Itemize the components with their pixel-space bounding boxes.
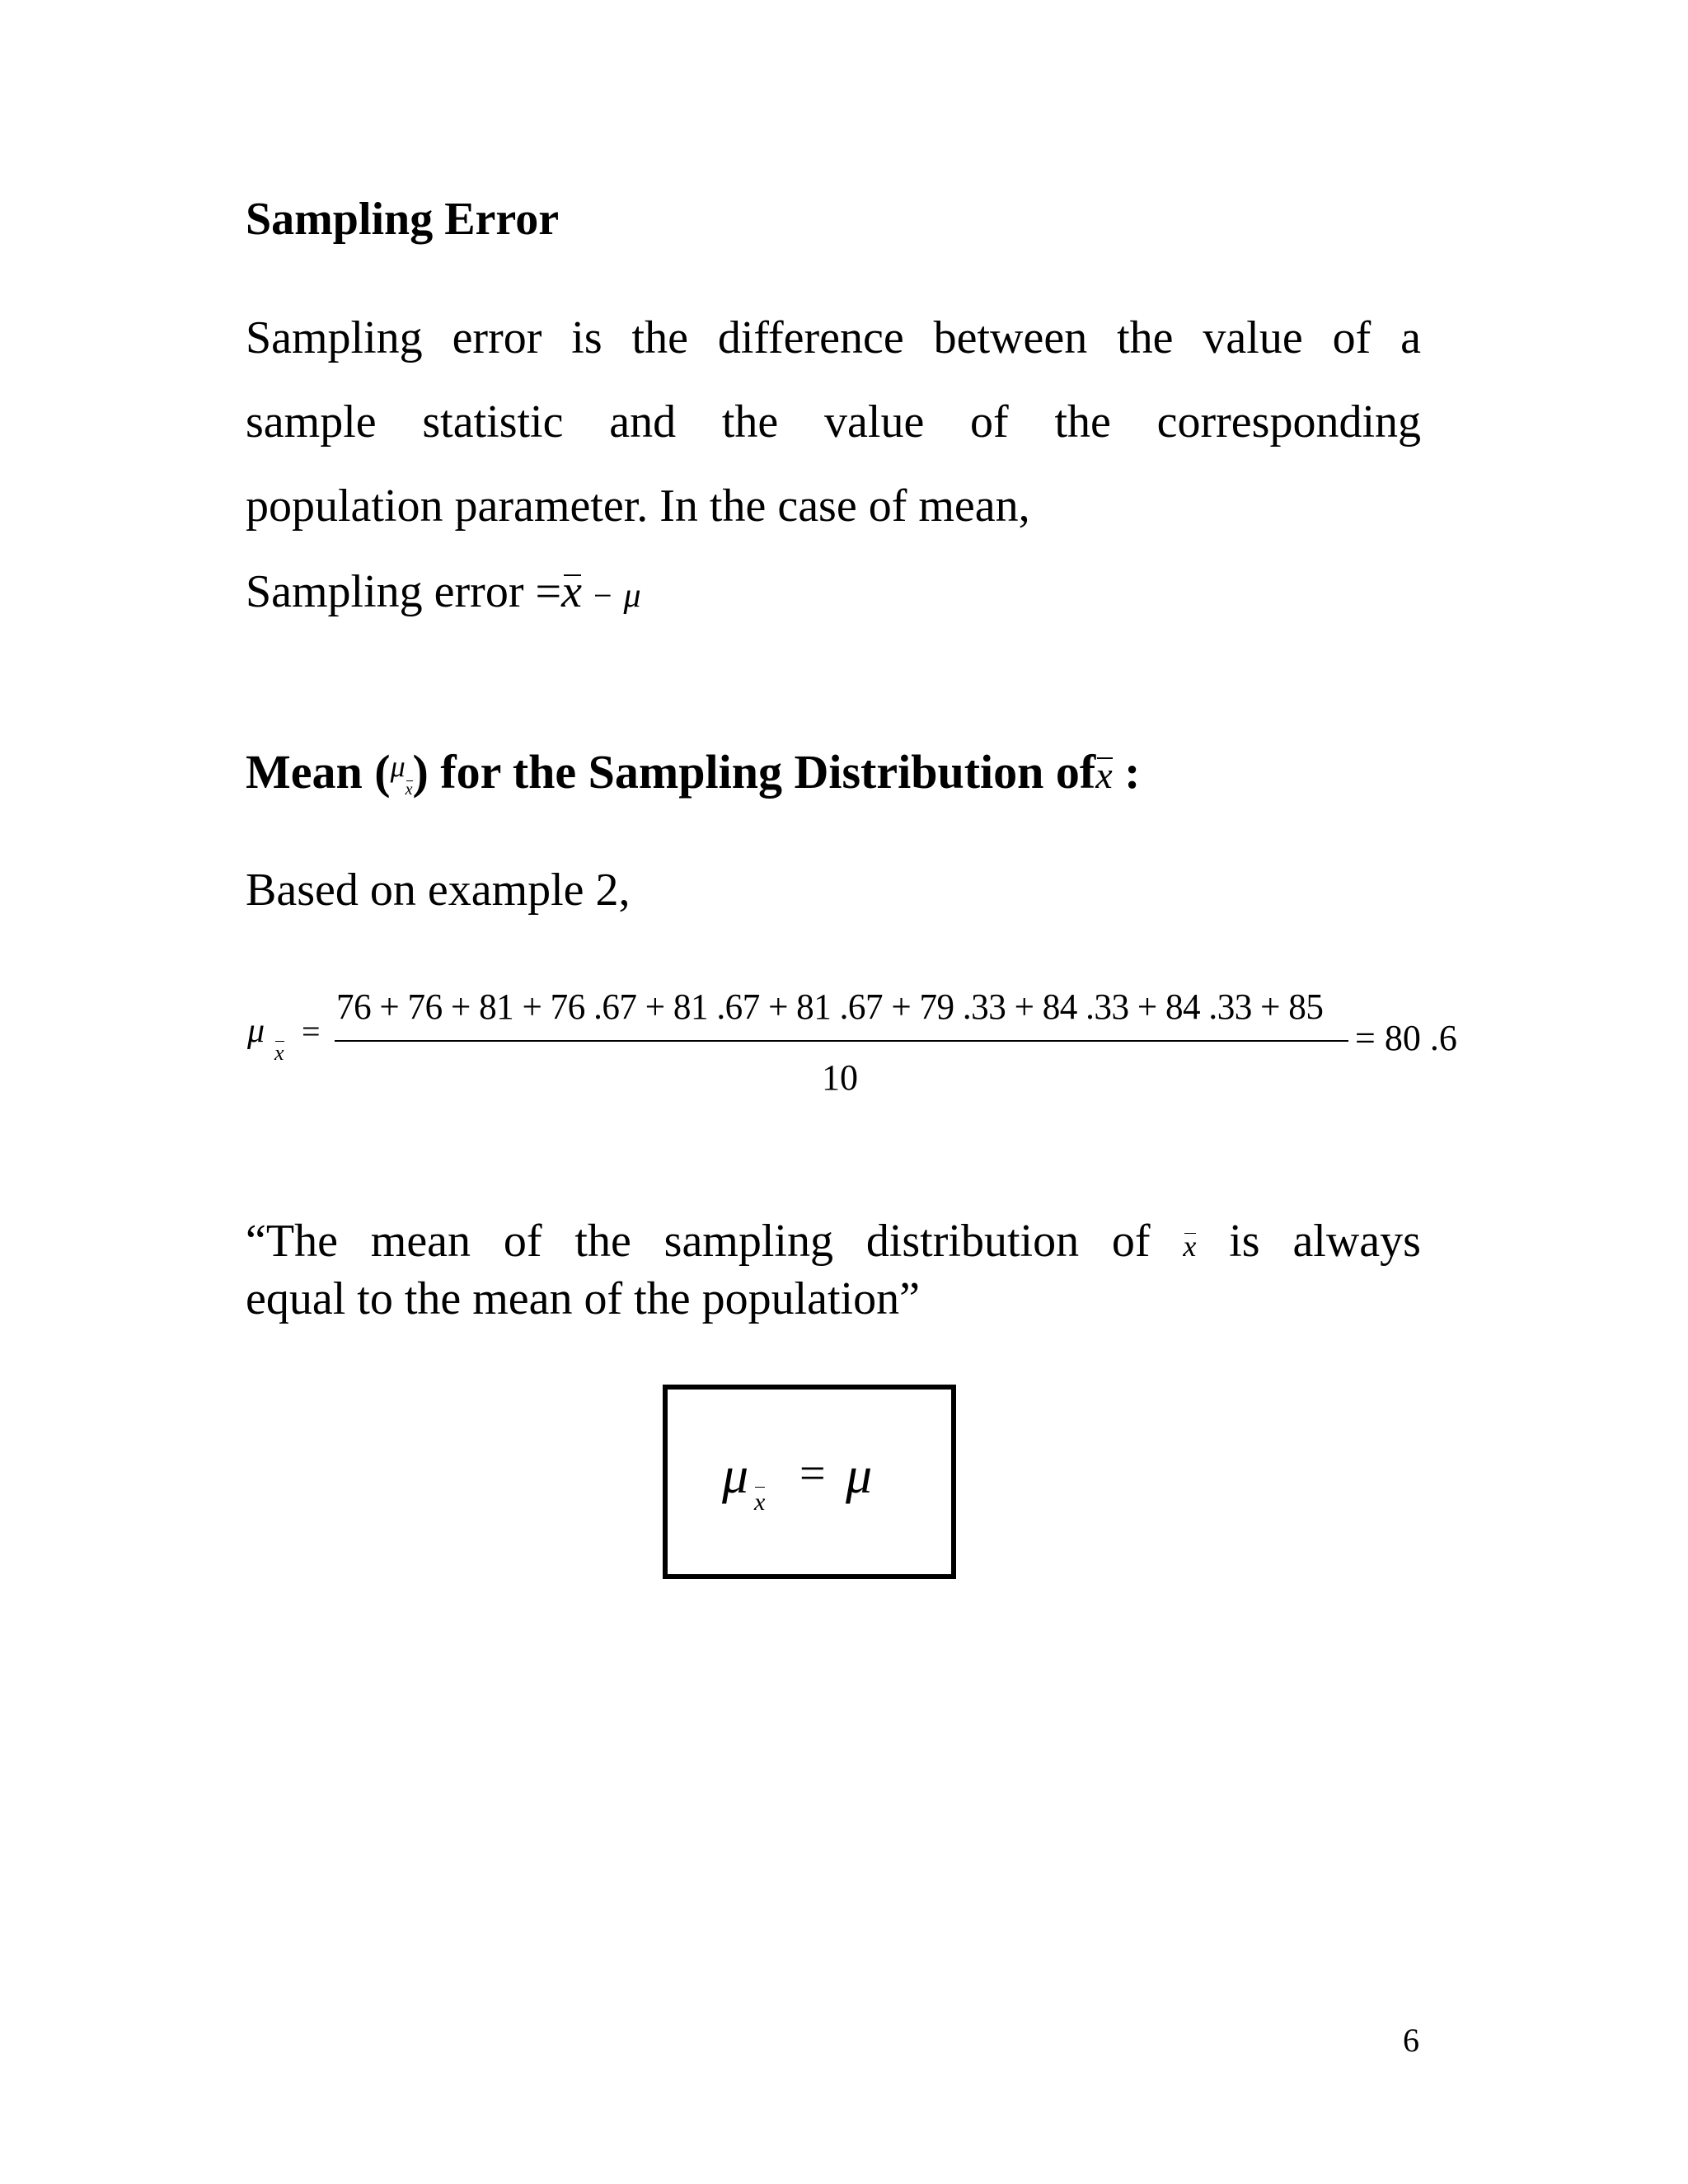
sampling-error-formula bbox=[246, 566, 641, 617]
quote-word: sampling bbox=[663, 1216, 833, 1267]
quote-word: distribution bbox=[865, 1216, 1080, 1267]
formula-equals: = bbox=[302, 1013, 321, 1050]
x-bar-symbol: x bbox=[1183, 1230, 1197, 1263]
fraction-numerator: 76 + 76 + 81 + 76 .67 + 81 .67 + 81 .67 + 79 .33 + 84 .33 + 84 .33 + 85 bbox=[336, 987, 1324, 1027]
fraction-bar bbox=[335, 1040, 1348, 1042]
formula-equals: = bbox=[535, 566, 562, 617]
mu-symbol: μ bbox=[623, 577, 641, 615]
mu-symbol: μ bbox=[390, 750, 406, 783]
mu-x-bar-symbol bbox=[390, 748, 413, 799]
quote-line-1 bbox=[246, 1216, 1421, 1267]
quote-word: the bbox=[574, 1216, 631, 1267]
x-bar-symbol: x bbox=[561, 566, 582, 617]
heading-colon: : bbox=[1112, 745, 1141, 799]
heading-prefix: Mean ( bbox=[246, 745, 391, 799]
section-heading-sampling-error: Sampling Error bbox=[246, 194, 560, 245]
heading-middle: ) for the Sampling Distribution of bbox=[412, 745, 1096, 799]
x-bar-subscript: x bbox=[405, 780, 413, 799]
mu-symbol: μ bbox=[247, 1012, 265, 1050]
x-bar-subscript: x bbox=[274, 1041, 284, 1065]
formula-label: Sampling error bbox=[246, 566, 524, 617]
formula-minus: − bbox=[593, 577, 612, 614]
fraction-denominator: 10 bbox=[822, 1057, 858, 1098]
page-number: 6 bbox=[1403, 2022, 1419, 2059]
section-heading-mean-sampling-distribution bbox=[246, 745, 1141, 799]
quote-line-2: equal to the mean of the population” bbox=[246, 1273, 920, 1324]
quote-word: “The bbox=[246, 1216, 338, 1267]
quote-word: of bbox=[1111, 1216, 1151, 1267]
quote-word: of bbox=[503, 1216, 542, 1267]
paragraph-line-3: population parameter. In the case of mean, bbox=[246, 480, 1030, 532]
paragraph-line-2: sample statistic and the value of the corresponding bbox=[246, 396, 1421, 448]
quote-word: is bbox=[1229, 1216, 1260, 1267]
box-equals: = bbox=[799, 1448, 826, 1499]
quote-word: always bbox=[1292, 1216, 1421, 1267]
mu-symbol: μ bbox=[722, 1446, 749, 1504]
paragraph-line-1: Sampling error is the difference between the value of a bbox=[246, 312, 1421, 363]
x-bar-symbol: x bbox=[1095, 754, 1113, 796]
x-bar-subscript: x bbox=[754, 1488, 766, 1516]
formula-result: = 80 .6 bbox=[1355, 1018, 1457, 1058]
mu-symbol: μ bbox=[846, 1446, 873, 1504]
based-on-example-text: Based on example 2, bbox=[246, 865, 631, 916]
quote-word: mean bbox=[370, 1216, 471, 1267]
